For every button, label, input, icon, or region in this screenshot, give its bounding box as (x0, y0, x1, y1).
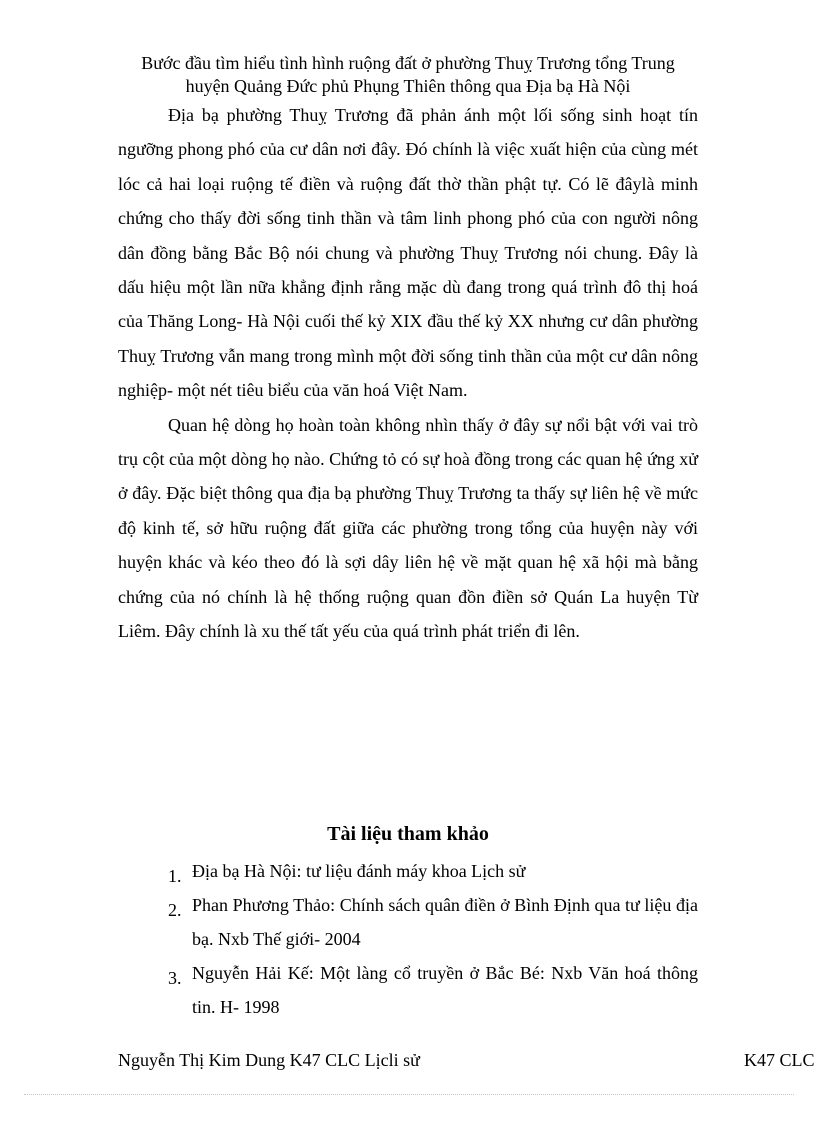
reference-number: 3. (168, 968, 182, 988)
footer-class: K47 CLC (744, 1050, 815, 1070)
page-bottom-rule (24, 1094, 794, 1095)
reference-number: 2. (168, 900, 182, 920)
reference-item (168, 956, 698, 1024)
reference-text: Phan Phương Thảo: Chính sách quân điền ở Bình Định qua tư liệu địa bạ. Nxb Thế giới- 2004 (192, 895, 698, 949)
paragraph-1: Địa bạ phường Thuỵ Trương đã phản ánh một lối sống sinh hoạt tín ngưỡng phong phó của cư dân nơi đây. Đó chính là việc xuất hiện của cùng mét lóc cả hai loại ruộng tế điền và ruộng đất thờ thần phật tự. Có lẽ đâylà minh chứng cho thấy đời sống tinh thần và tâm linh phong phó của con người nông dân đồng bằng Bắc Bộ nói chung và phường Thuỵ Trương nói chung. Đây là dấu hiệu một lần nữa khẳng định rằng mặc dù đang trong quá trình đô thị hoá của Thăng Long- Hà Nội cuối thế kỷ XIX đầu thế kỷ XX nhưng cư dân phường Thuỵ Trương vẫn mang trong mình một đời sống tinh thần của một cư dân nông nghiệp- một nét tiêu biểu của văn hoá Việt Nam. (118, 105, 698, 401)
paragraph-2: Quan hệ dòng họ hoàn toàn không nhìn thấy ở đây sự nổi bật với vai trò trụ cột của một dòng họ nào. Chứng tỏ có sự hoà đồng trong các quan hệ ứng xử ở đây. Đặc biệt thông qua địa bạ phường Thuỵ Trương ta thấy sự liên hệ về mức độ kinh tế, sở hữu ruộng đất giữa các phường trong tổng của huyện này với huyện khác và kéo theo đó là sợi dây liên hệ về mặt quan hệ xã hội mà bằng chứng của nó chính là hệ thống ruộng quan đồn điền sở Quán La huyện Từ Liêm. Đây chính là xu thế tất yếu của quá trình phát triển đi lên. (118, 414, 698, 642)
references-list (168, 854, 698, 1024)
title-line-1: Bước đầu tìm hiểu tình hình ruộng đất ở phường Thuỵ Trương tổng Trung (141, 53, 675, 73)
reference-text: Địa bạ Hà Nội: tư liệu đánh máy khoa Lịch sử (192, 861, 526, 881)
reference-number: 1. (168, 866, 182, 886)
reference-item (168, 854, 698, 888)
reference-text: Nguyễn Hải Kế: Một làng cổ truyền ở Bắc Bé: Nxb Văn hoá thông tin. H- 1998 (192, 963, 698, 1017)
body-text (118, 98, 698, 649)
references-heading: Tài liệu tham khảo (327, 823, 489, 845)
title-line-2: huyện Quảng Đức phủ Phụng Thiên thông qua Địa bạ Hà Nội (185, 76, 631, 96)
document-title (118, 52, 698, 98)
reference-item (168, 888, 698, 956)
footer-author: Nguyễn Thị Kim Dung K47 CLC Lịcli sử (118, 1050, 420, 1070)
